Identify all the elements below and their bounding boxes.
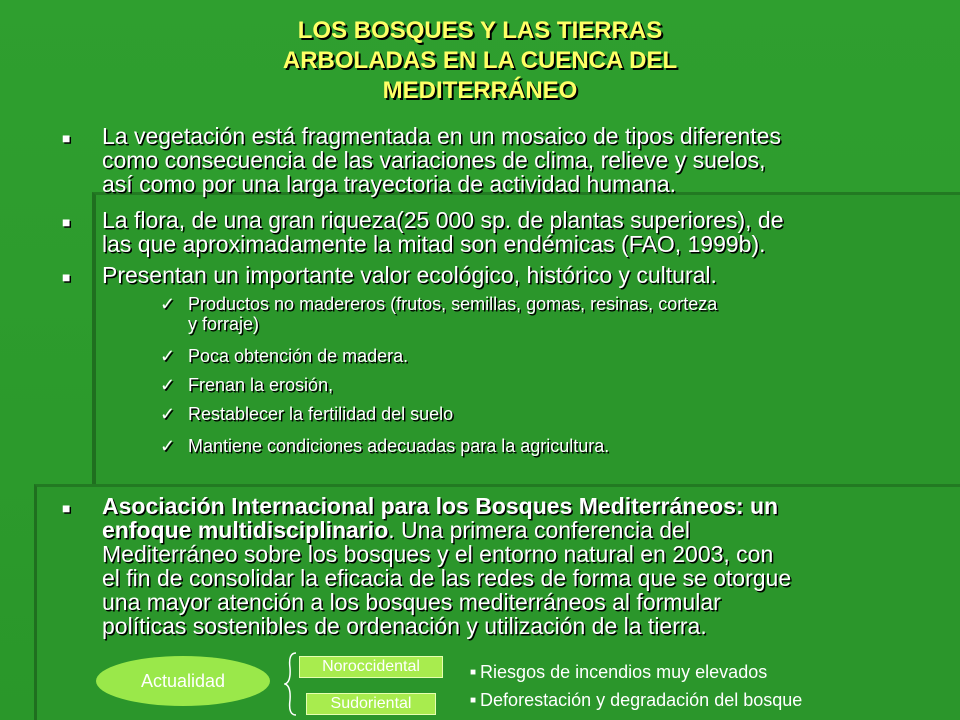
checkmark-icon: ✓ [160,404,176,424]
bullet-text-line: La flora, de una gran riqueza(25 000 sp. de plantas superiores), de [102,207,784,233]
slide-title [0,16,960,106]
bullet-text-line: así como por una larga trayectoria de actividad humana. [102,171,677,197]
square-bullet-icon: ■ [62,214,71,230]
region-noroccidental: Noroccidental [299,656,443,678]
bullet-item [62,263,922,287]
bullet-item [62,208,922,256]
bullet-text-line: Presentan un importante valor ecológico, histórico y cultural. [102,262,717,288]
square-bullet-icon: ■ [470,695,477,706]
sub-item [160,436,900,456]
association-item [62,494,922,638]
risk-item [470,662,767,683]
association-heading: enfoque multidisciplinario [102,517,389,543]
square-bullet-icon: ■ [470,667,477,678]
sub-text-line: Restablecer la fertilidad del suelo [188,404,454,424]
sub-item [160,404,900,424]
sub-item [160,375,900,395]
checkmark-icon: ✓ [160,294,176,314]
checkmark-icon: ✓ [160,436,176,456]
association-text: . Una primera conferencia del [388,517,690,543]
risk-text: Deforestación y degradación del bosque [480,690,803,710]
bullet-text-line: La vegetación está fragmentada en un mosaico de tipos diferentes [102,123,781,149]
title-line: MEDITERRÁNEO [382,77,578,104]
title-line: LOS BOSQUES Y LAS TIERRAS [297,17,663,44]
sub-item [160,346,900,366]
sub-text-line: y forraje) [188,314,260,334]
association-text: políticas sostenibles de ordenación y utilización de la tierra. [102,613,707,639]
sub-text-line: Mantiene condiciones adecuadas para la agricultura. [188,436,610,456]
checkmark-icon: ✓ [160,375,176,395]
association-text: una mayor atención a los bosques mediterráneos al formular [102,589,721,615]
square-bullet-icon: ■ [62,269,71,285]
region-sudoriental: Sudoriental [306,693,436,715]
sub-text-line: Frenan la erosión, [188,375,334,395]
risk-text: Riesgos de incendios muy elevados [480,662,768,682]
association-heading: Asociación Internacional para los Bosques Mediterráneos: un [102,493,779,519]
bullet-text-line: las que aproximadamente la mitad son endémicas (FAO, 1999b). [102,231,766,257]
actualidad-oval: Actualidad [96,656,270,706]
risk-item [470,690,802,711]
title-line: ARBOLADAS EN LA CUENCA DEL [282,47,678,74]
square-bullet-icon: ■ [62,500,71,516]
sub-item [160,294,900,334]
checkmark-icon: ✓ [160,346,176,366]
sub-text-line: Poca obtención de madera. [188,346,409,366]
bullet-text-line: como consecuencia de las variaciones de clima, relieve y suelos, [102,147,766,173]
square-bullet-icon: ■ [62,130,71,146]
association-text: el fin de consolidar la eficacia de las redes de forma que se otorgue [102,565,792,591]
bullet-item [62,124,922,196]
association-text: Mediterráneo sobre los bosques y el entorno natural en 2003, con [102,541,774,567]
sub-text-line: Productos no madereros (frutos, semillas, gomas, resinas, corteza [188,294,718,314]
brace-icon [284,652,298,716]
